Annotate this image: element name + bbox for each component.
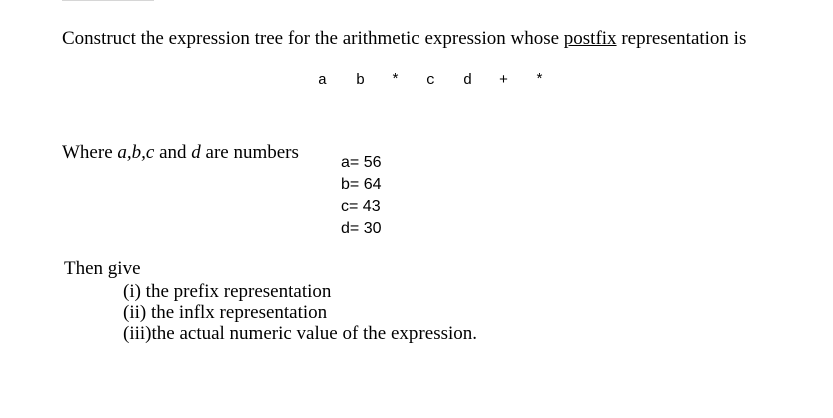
question-after: representation is bbox=[616, 28, 747, 49]
postfix-token: + bbox=[499, 72, 509, 89]
part-ii: (ii) the inflx representation bbox=[123, 302, 328, 323]
postfix-token: b bbox=[356, 72, 366, 89]
value-c: c= 43 bbox=[341, 198, 381, 215]
postfix-token: * bbox=[391, 72, 401, 89]
question-before: Construct the expression tree for the arithmetic expression whose bbox=[62, 28, 564, 49]
task-parts bbox=[123, 281, 477, 344]
where-text bbox=[62, 142, 299, 164]
postfix-token: a bbox=[318, 72, 328, 89]
top-rule bbox=[62, 0, 154, 1]
where-suffix: are numbers bbox=[200, 142, 299, 163]
then-give-text: Then give bbox=[64, 258, 141, 279]
value-d: d= 30 bbox=[341, 220, 382, 237]
value-a: a= 56 bbox=[341, 154, 382, 171]
part-i: (i) the prefix representation bbox=[123, 281, 332, 302]
postfix-token: d bbox=[463, 72, 473, 89]
variable-values bbox=[341, 152, 381, 240]
part-iii: (iii)the actual numeric value of the expression. bbox=[123, 323, 478, 344]
postfix-token: c bbox=[426, 72, 436, 89]
question-text bbox=[62, 28, 746, 50]
question-underlined: postfix bbox=[563, 28, 617, 49]
where-vars: a,b,c bbox=[117, 142, 155, 163]
where-last-var: d bbox=[191, 142, 201, 163]
value-b: b= 64 bbox=[341, 176, 382, 193]
where-prefix: Where bbox=[62, 142, 118, 163]
where-middle: and bbox=[154, 142, 192, 163]
postfix-token: * bbox=[535, 72, 545, 89]
